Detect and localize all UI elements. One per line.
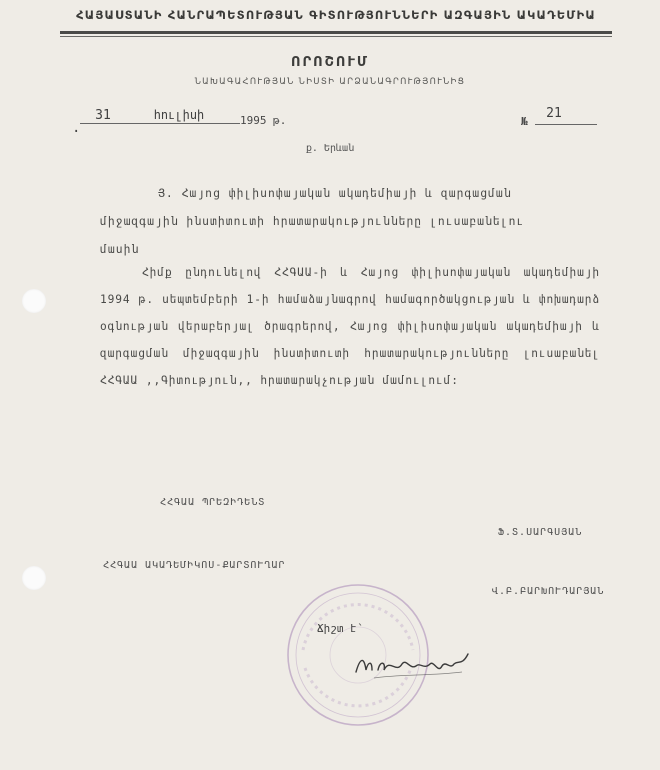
institution-header: ՀԱՅԱՍՏԱՆԻ ՀԱՆՐԱՊԵՏՈՒԹՅԱՆ ԳԻՏՈՒԹՅՈՒՆՆԵՐԻ ԱԶԳԱՅԻՆ ԱԿԱԴԵՄԻԱ: [76, 8, 596, 22]
punch-hole: [22, 289, 46, 313]
date-underline: [80, 123, 240, 124]
document-number: 21: [546, 106, 562, 121]
document-subject: Յ. Հայոց փիլիսոփայական ակադեմիայի և զարգացման միջազգային ինստիտուտի հրատարակությունները լուսաբանելու մասին: [100, 186, 525, 256]
document-city: ք. Երևան: [305, 143, 355, 154]
document-body: Հիմք ընդունելով ՀՀԳԱԱ-ի և Հայոց փիլիսոփայական ակադեմիայի 1994 թ. սեպտեմբերի 1-ի համաձայնագրով համագործակցության և փոխադարձ օգնության վերաբերյալ ծրագրերով, Հայոց փիլիսոփայական ակադեմիայի և զարգացման միջազգային ինստիտուտի հրատարակությունները լուսաբանել ՀՀԳԱԱ ,,Գիտություն,, հրատարակչության մամուլում:: [100, 266, 600, 387]
date-day: 31: [95, 108, 111, 123]
handwritten-signature: [350, 640, 480, 685]
stamp-copy-note: Ճիշտ է՝: [317, 622, 364, 635]
punch-hole: [22, 566, 46, 590]
signatory-title-president: ՀՀԳԱԱ ՊՐԵԶԻԴԵՆՏ: [160, 497, 266, 508]
header-rule-thin: [60, 36, 612, 37]
document-type-title: ՈՐՈՇՈՒՄ: [291, 55, 369, 70]
number-label: №: [521, 115, 528, 128]
number-underline: [535, 124, 597, 125]
date-month: հուլիսի: [153, 108, 205, 122]
date-year: 1995 թ.: [240, 114, 287, 127]
signatory-name-secretary: Վ.Բ.ԲԱՐԽՈՒԴԱՐՅԱՆ: [492, 586, 605, 597]
date-prefix: .: [72, 120, 81, 136]
signatory-title-secretary: ՀՀԳԱԱ ԱԿԱԴԵՄԻԿՈՍ-ՔԱՐՏՈՒՂԱՐ: [103, 560, 286, 571]
signatory-name-president: Ֆ.Տ.ՍԱՐԳՍՅԱՆ: [498, 527, 583, 538]
header-rule: [60, 31, 612, 34]
document-issuer: ՆԱԽԱԳԱՀՈՒԹՅԱՆ ՆԻՍՏԻ ԱՐՁԱՆԱԳՐՈՒԹՅՈՒՆԻՑ: [194, 77, 466, 87]
